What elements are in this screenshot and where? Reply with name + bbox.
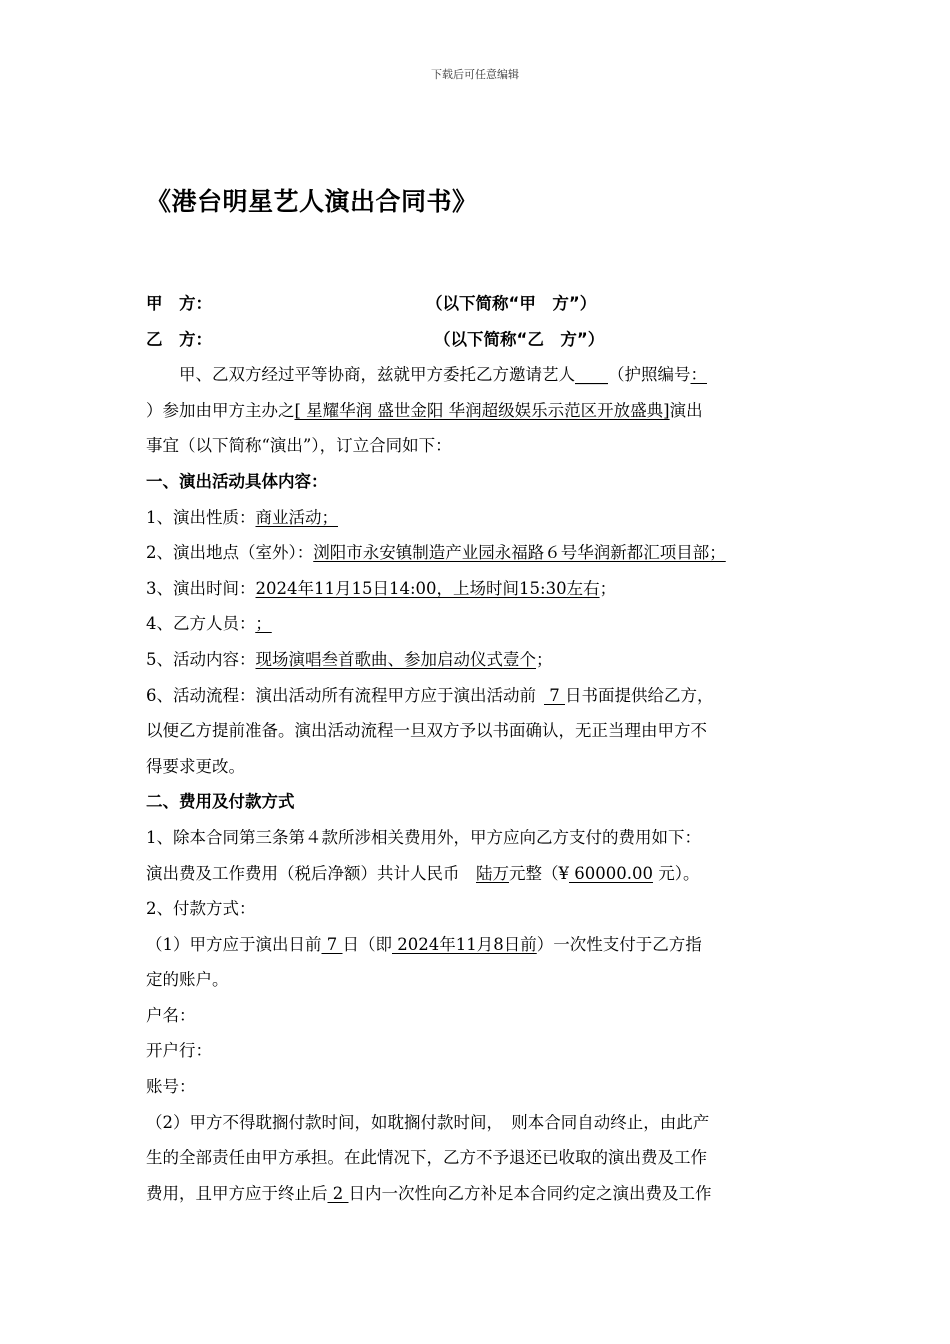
section-1-item-6 [146, 678, 811, 714]
clause-text: 日（即 [342, 934, 392, 954]
section-2-item-2: 2、付款方式： [146, 899, 256, 919]
section-1-item-5 [146, 642, 811, 678]
party-b-personnel: ； [255, 614, 272, 634]
item-end: ； [536, 649, 553, 669]
section-2-fee-line [146, 856, 811, 892]
fee-text: 元整（¥ [509, 863, 569, 883]
payment-clause-1 [146, 927, 811, 963]
section-2-heading: 二、费用及付款方式 [146, 792, 295, 812]
item-label: 3、演出时间： [146, 578, 256, 598]
passport-label: （护照编号 [608, 365, 691, 385]
fee-text: 元）。 [652, 863, 700, 883]
performance-time: 2024年11月15日14:00，上场时间15:30左右 [255, 578, 600, 598]
contract-body [146, 286, 811, 1211]
artist-blank: ____ [575, 365, 608, 385]
party-a-alias: （以下简称“甲 方”） [426, 294, 597, 313]
fee-amount-words: 陆万 [476, 863, 509, 883]
fee-amount-number: 60000.00 [569, 863, 653, 883]
party-b-alias: （以下简称“乙 方”） [434, 329, 605, 349]
clause-text: （1）甲方应于演出日前 [146, 934, 322, 954]
intro-text: 甲、乙双方经过平等协商，兹就甲方委托乙方邀请艺人 [179, 365, 575, 385]
payment-date: 2024年11月8日前 [392, 934, 537, 954]
termination-days: 2 [327, 1183, 349, 1203]
clause-text: 日内一次性向乙方补足本合同约定之演出费及工作 [348, 1183, 712, 1203]
item-label: 2、演出地点（室外）： [146, 543, 314, 563]
payment-clause-1-line-2: 定的账户。 [146, 970, 229, 990]
party-b-line [146, 322, 811, 358]
clause-text: 费用，且甲方应于终止后 [146, 1183, 328, 1203]
header-note: 下载后可任意编辑 [431, 68, 519, 81]
party-a-line [146, 286, 811, 322]
section-1-item-2 [146, 535, 811, 571]
account-name-field: 户名： [146, 1005, 196, 1025]
intro-text-2: ）参加由甲方主办之 [146, 400, 295, 420]
performance-location: 浏阳市永安镇制造产业园永福路６号华润新都汇项目部； [313, 543, 726, 563]
item-label: 5、活动内容： [146, 649, 256, 669]
payment-clause-2: （2）甲方不得耽搁付款时间，如耽搁付款时间， 则本合同自动终止，由此产 [146, 1112, 710, 1132]
item-label: 1、演出性质： [146, 507, 256, 527]
payment-days: 7 [321, 934, 343, 954]
document-title: 《港台明星艺人演出合同书》 [146, 187, 478, 216]
section-1-item-4 [146, 606, 811, 642]
section-1-item-6-line-3: 得要求更改。 [146, 756, 245, 776]
days-before: 7 [544, 685, 565, 705]
section-1-heading: 一、演出活动具体内容： [146, 471, 328, 491]
activity-content: 现场演唱叁首歌曲、参加启动仪式壹个 [255, 649, 536, 669]
section-2-item-1: 1、除本合同第三条第４款所涉相关费用外，甲方应向乙方支付的费用如下： [146, 827, 701, 847]
item-text: 6、活动流程：演出活动所有流程甲方应于演出活动前 [146, 685, 536, 705]
intro-text-3: 演出 [669, 400, 703, 420]
party-a-label: 甲 方： [146, 294, 212, 313]
party-b-label: 乙 方： [146, 329, 212, 349]
intro-line-2 [146, 393, 811, 429]
item-label: 4、乙方人员： [146, 614, 248, 634]
intro-line-3: 事宜（以下简称“演出”），订立合同如下： [146, 436, 452, 456]
clause-text: ）一次性支付于乙方指 [536, 934, 702, 954]
item-text: 日书面提供给乙方， [565, 685, 714, 705]
section-1-item-6-line-2: 以便乙方提前准备。演出活动流程一旦双方予以书面确认，无正当理由甲方不 [146, 721, 707, 741]
event-name: [ 星耀华润 盛世金阳 华润超级娱乐示范区开放盛典] [294, 400, 670, 420]
section-1-item-3 [146, 571, 811, 607]
payment-clause-2-line-3 [146, 1176, 811, 1212]
passport-blank: ： [690, 365, 707, 385]
intro-line-1 [146, 357, 811, 393]
account-number-field: 账号： [146, 1077, 196, 1097]
item-end: ； [599, 578, 617, 598]
payment-clause-2-line-2: 生的全部责任由甲方承担。在此情况下，乙方不予退还已收取的演出费及工作 [146, 1148, 707, 1168]
section-1-item-1 [146, 500, 811, 536]
bank-field: 开户行： [146, 1041, 212, 1061]
fee-text: 演出费及工作费用（税后净额）共计人民币 [146, 863, 476, 883]
performance-nature: 商业活动； [255, 507, 338, 527]
